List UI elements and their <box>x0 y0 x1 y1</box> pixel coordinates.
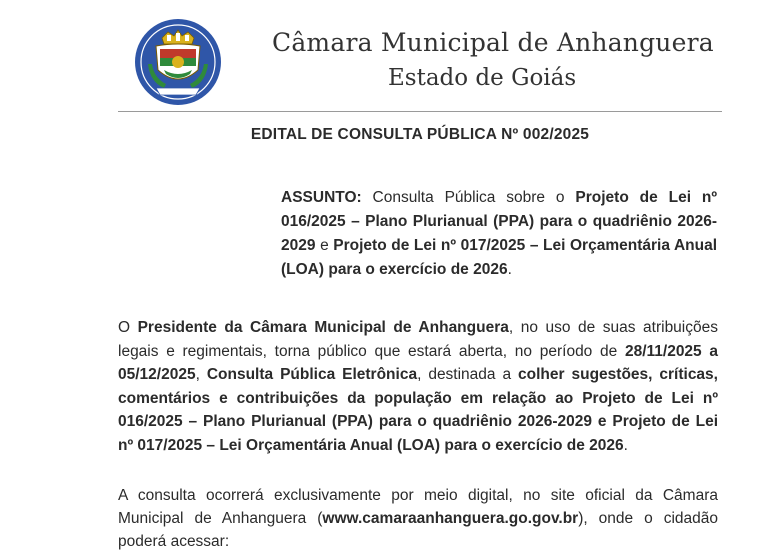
p2-text-1: A consulta ocorrerá exclusivamente por meio digital, no site oficial da Câmara Municipal de Anhanguera ( <box>118 487 718 527</box>
municipal-coat-of-arms-icon <box>134 18 222 106</box>
subject-text-2: e <box>315 237 334 254</box>
p1-text-3: , <box>195 366 207 383</box>
p1-text-5: . <box>623 436 628 454</box>
p1-text-2: , no uso de suas atribuições legais e regimentais, torna público que estará aberta, no período de <box>118 319 718 360</box>
p1-bold-4: colher sugestões, críticas, comentários e contribuições da população em relação ao Projeto de Lei nº 016/2025 – Plano Plurianual (PPA) para o quadriênio 2026-2029 e Projeto de Lei nº 017/2025 – Lei Orçamentária Anual (LOA) para o exercício de 2026 <box>118 366 718 454</box>
p2-text-2: ), onde o cidadão poderá acessar: <box>118 510 718 550</box>
subject-text-1: Consulta Pública sobre o <box>361 189 576 206</box>
document-title: EDITAL DE CONSULTA PÚBLICA Nº 002/2025 <box>250 126 590 143</box>
p1-bold-2: 28/11/2025 a 05/12/2025 <box>118 342 718 383</box>
subject-bold-1: Projeto de Lei nº 016/2025 – Plano Plurianual (PPA) para o quadriênio 2026-2029 <box>281 189 718 254</box>
subject-text-3: . <box>507 261 512 278</box>
subject-label: ASSUNTO: <box>281 189 362 206</box>
body-paragraph-2 <box>118 484 718 553</box>
organization-header <box>272 28 714 91</box>
p1-bold-1: Presidente da Câmara Municipal de Anhanguera <box>137 319 509 336</box>
p1-text-1: O <box>118 319 138 336</box>
p1-text-4: , destinada a <box>417 366 519 383</box>
subject-paragraph <box>281 186 717 282</box>
header-divider <box>118 111 722 112</box>
organization-state: Estado de Goiás <box>388 65 577 91</box>
subject-bold-2: Projeto de Lei nº 017/2025 – Lei Orçamentária Anual (LOA) para o exercício de 2026 <box>281 237 717 278</box>
website-link[interactable]: www.camaraanhanguera.go.gov.br <box>322 510 579 527</box>
organization-name: Câmara Municipal de Anhanguera <box>272 28 714 57</box>
body-paragraph-1 <box>118 316 718 457</box>
p1-bold-3: Consulta Pública Eletrônica <box>206 366 418 383</box>
